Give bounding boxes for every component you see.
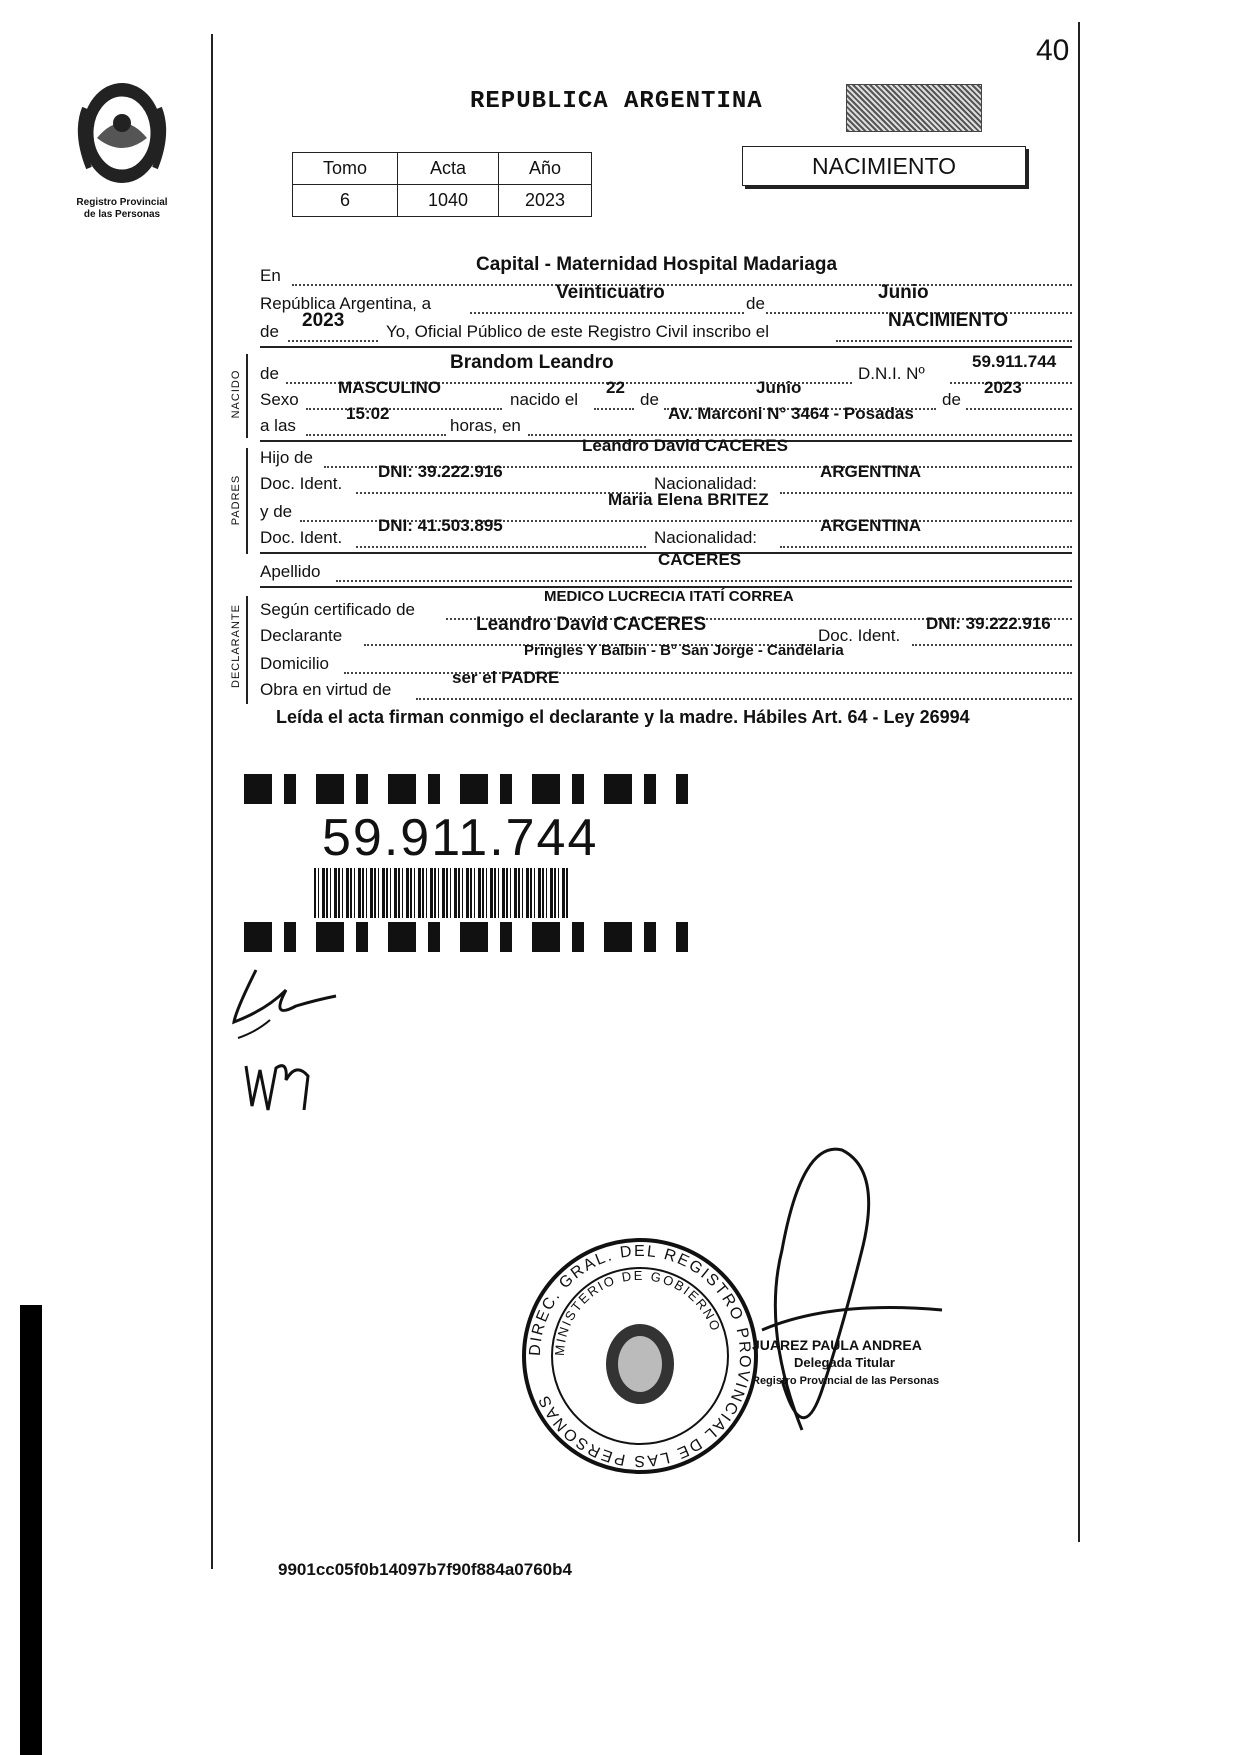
label-republic: República Argentina, a — [260, 294, 432, 313]
record-value-tomo: 6 — [293, 185, 398, 217]
label-declarant: Declarante — [260, 626, 343, 645]
row-place — [260, 254, 1072, 285]
label-born: nacido el — [510, 390, 579, 409]
value-birth-day: 22 — [606, 378, 625, 397]
value-mother-nationality: ARGENTINA — [820, 516, 922, 535]
row-declarant — [260, 614, 1072, 645]
document-hash: 9901cc05f0b14097b7f90f884a0760b4 — [278, 1560, 572, 1579]
barcode — [314, 868, 570, 918]
right-margin-line — [1078, 22, 1080, 1542]
section-label-padres: PADRES — [230, 474, 242, 526]
value-father-name: Leandro David CACERES — [582, 436, 788, 455]
provincial-crest — [62, 78, 182, 221]
value-birth-year: 2023 — [984, 378, 1022, 397]
label-mother-nationality: Nacionalidad: — [654, 528, 758, 547]
label-dni: D.N.I. Nº — [858, 364, 925, 383]
signer-block — [752, 1336, 939, 1390]
label-son-of: Hijo de — [260, 448, 313, 467]
label-father-nationality: Nacionalidad: — [654, 474, 758, 493]
crest-caption: Registro Provincial de las Personas — [76, 197, 168, 220]
seal-inner-text: MINISTERIO DE GOBIERNO — [551, 1267, 724, 1357]
label-father-doc: Doc. Ident. — [260, 474, 343, 493]
serial-stamp — [846, 84, 982, 132]
label-declarant-doc: Doc. Ident. — [818, 626, 901, 645]
value-certificate: MEDICO LUCRECIA ITATÍ CORREA — [544, 588, 794, 605]
record-header-acta: Acta — [398, 153, 499, 185]
row-time-place — [260, 404, 1072, 435]
value-father-doc: DNI: 39.222.916 — [378, 462, 503, 481]
label-de2: de — [942, 390, 961, 409]
country-title: REPUBLICA ARGENTINA — [470, 88, 763, 115]
decorative-band-bottom — [244, 922, 688, 952]
seal-outer-text: DIREC. GRAL. DEL REGISTRO PROVINCIAL DE LAS PERSONAS — [526, 1242, 754, 1470]
crest-emblem-icon — [67, 78, 177, 188]
row-date-words — [260, 282, 1072, 313]
label-officer: Yo, Oficial Público de este Registro Civil inscribo el — [386, 322, 769, 341]
row-year-officer — [260, 310, 1072, 341]
printed-id-number: 59.911.744 — [322, 809, 599, 867]
label-en: En — [260, 266, 281, 285]
record-header-ano: Año — [499, 153, 592, 185]
signer-office: Registro Provincial de las Personas — [752, 1375, 940, 1387]
page-number: 40 — [1036, 34, 1070, 67]
row-surname — [260, 550, 1072, 581]
act-type-box: NACIMIENTO — [742, 146, 1026, 186]
signer-name: JUAREZ PAULA ANDREA — [752, 1337, 922, 1353]
value-surname: CACERES — [658, 550, 742, 569]
label-time: a las — [260, 416, 296, 435]
signer-title: Delegada Titular — [794, 1355, 895, 1370]
value-newborn-name: Brandom Leandro — [450, 352, 614, 373]
value-sex: MASCULINO — [338, 378, 441, 397]
value-address: Pringles Y Balbin - B° San Jorge - Candelaria — [524, 642, 844, 659]
row-address — [260, 642, 1072, 673]
label-address: Domicilio — [260, 654, 329, 673]
record-table — [292, 152, 592, 217]
value-mother-doc: DNI: 41.503.895 — [378, 516, 503, 535]
value-declarant-name: Leandro David CACERES — [476, 614, 707, 635]
value-father-nationality: ARGENTINA — [820, 462, 922, 481]
record-value-acta: 1040 — [398, 185, 499, 217]
value-place: Capital - Maternidad Hospital Madariaga — [476, 254, 838, 275]
label-certificate: Según certificado de — [260, 600, 415, 619]
left-margin-line — [211, 34, 213, 1569]
label-year-de: de — [260, 322, 279, 341]
value-mother-name: Maria Elena BRITEZ — [608, 490, 769, 509]
value-declarant-doc: DNI: 39.222.916 — [926, 614, 1051, 633]
label-sex: Sexo — [260, 390, 299, 409]
handwritten-signatures — [226, 950, 346, 1120]
value-year: 2023 — [302, 310, 345, 331]
decorative-band-top — [244, 774, 688, 804]
label-mother-doc: Doc. Ident. — [260, 528, 343, 547]
label-de1: de — [640, 390, 659, 409]
value-day-words: Veinticuatro — [556, 282, 665, 303]
label-surname: Apellido — [260, 562, 321, 581]
value-capacity: ser el PADRE — [452, 668, 560, 687]
value-act-label: NACIMIENTO — [888, 310, 1008, 331]
row-mother-doc — [260, 516, 1072, 547]
official-seal — [520, 1236, 760, 1476]
row-capacity — [260, 668, 1072, 699]
section-label-nacido: NACIDO — [230, 369, 242, 419]
label-and: y de — [260, 502, 293, 521]
closing-statement: Leída el acta firman conmigo el declarante y la madre. Hábiles Art. 64 - Ley 26994 — [276, 707, 970, 727]
value-birth-place: Av. Marconi N° 3464 - Posadas — [668, 404, 914, 423]
label-de: de — [260, 364, 279, 383]
section-label-declarante: DECLARANTE — [230, 604, 242, 688]
value-birth-month: Junio — [756, 378, 802, 397]
value-newborn-dni: 59.911.744 — [972, 352, 1057, 371]
record-header-tomo: Tomo — [293, 153, 398, 185]
value-birth-time: 15:02 — [346, 404, 390, 423]
scan-edge-shadow — [20, 1305, 42, 1755]
record-table-value-row — [293, 185, 592, 217]
label-capacity: Obra en virtud de — [260, 680, 392, 699]
label-month-de: de — [746, 294, 765, 313]
officer-signature — [742, 1130, 962, 1460]
row-father-doc — [260, 462, 1072, 493]
value-month: Junio — [878, 282, 929, 303]
label-hours: horas, en — [450, 416, 521, 435]
record-table-header-row — [293, 153, 592, 185]
record-value-ano: 2023 — [499, 185, 592, 217]
